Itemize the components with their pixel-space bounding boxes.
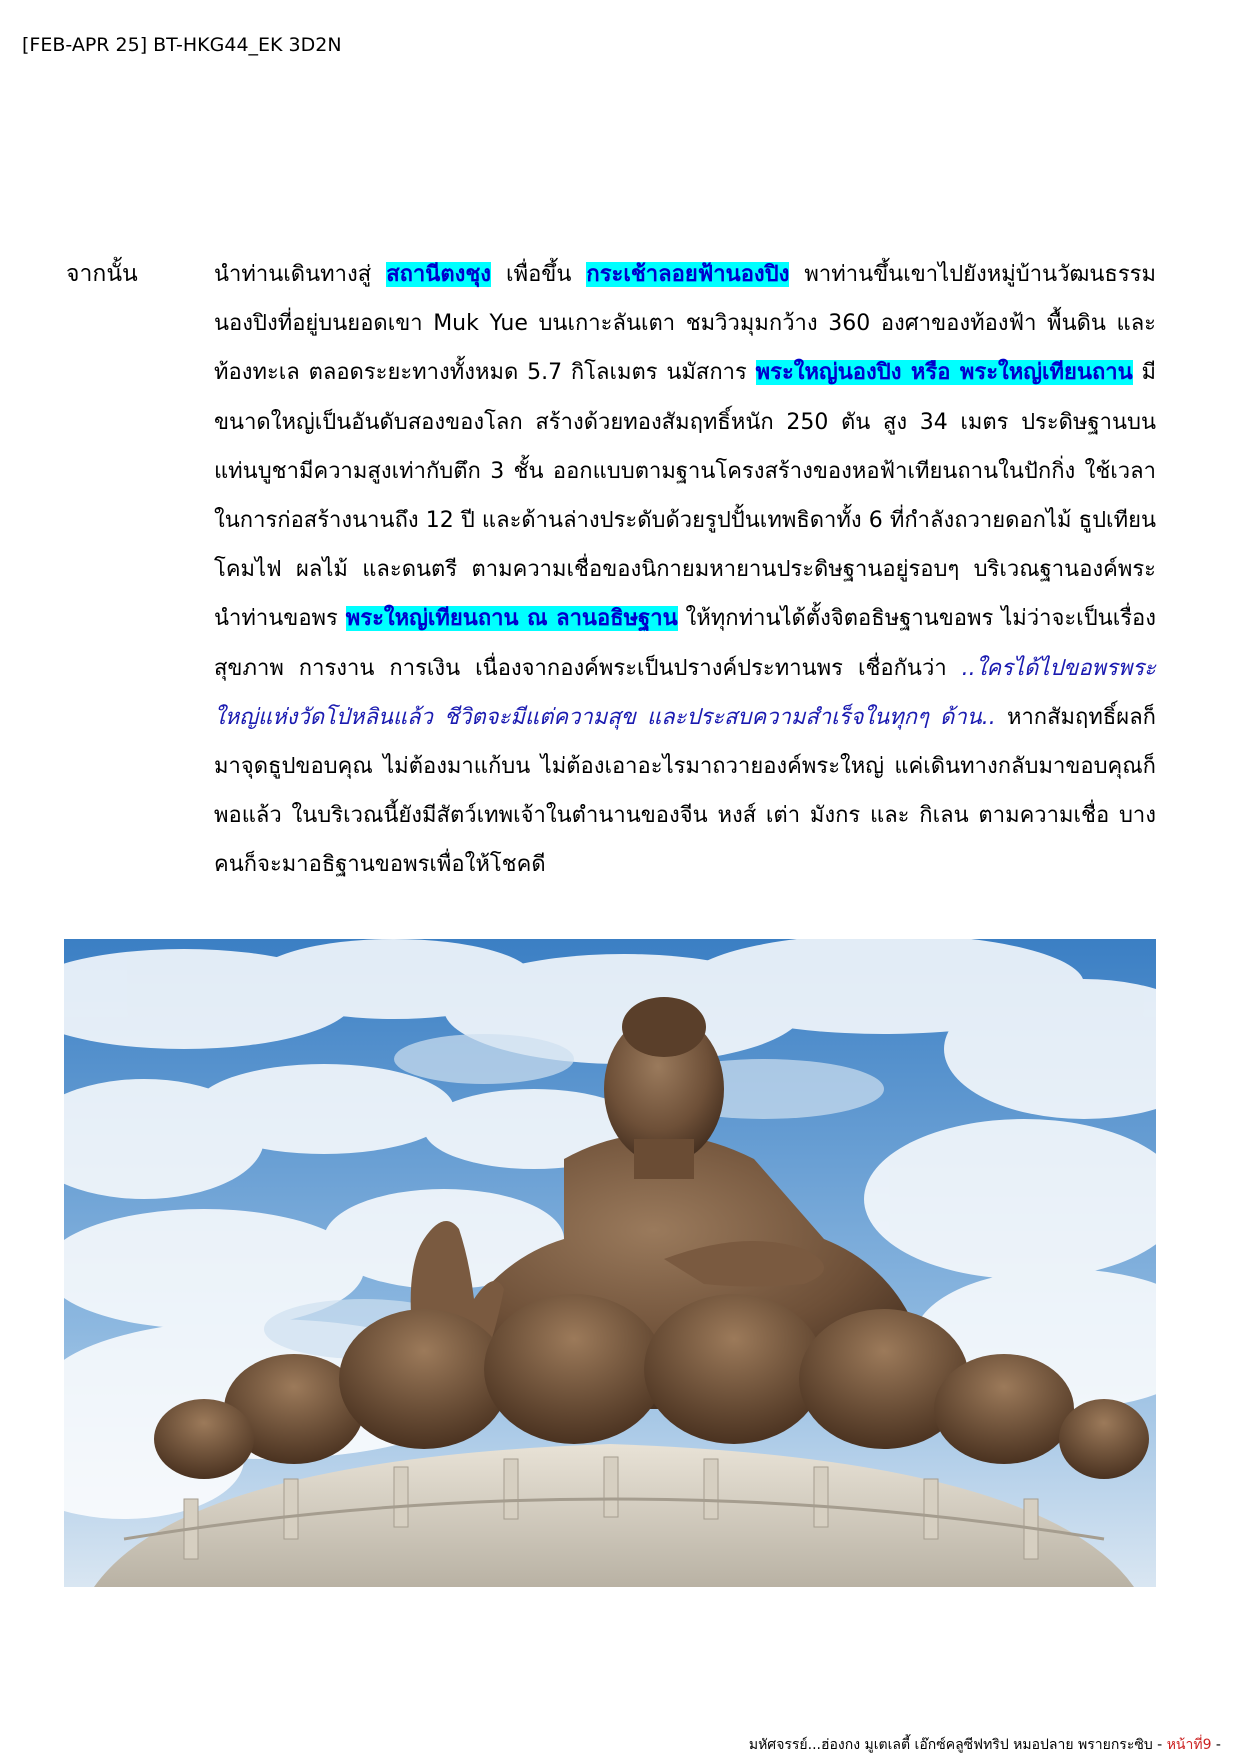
text-segment: เพื่อขึ้น bbox=[491, 262, 587, 287]
text-segment: มีขนาดใหญ่เป็นอันดับสองของโลก สร้างด้วยทองสัมฤทธิ์หนัก 250 ตัน สูง 34 เมตร ประดิษฐานบนแท่นบูชามีความสูงเท่ากับตึก 3 ชั้น ออกแบบตามฐานโครงสร้างของหอฟ้าเทียนถานในปักกิ่ง ใช้เวลาในการก่อสร้างนานถึง 12 ปี และด้านล่างประดับด้วยรูปปั้นเทพธิดาทั้ง 6 ที่กำลังถวายดอกไม้ ธูปเทียน โคมไฟ ผลไม้ และดนตรี ตามความเชื่อของนิกายมหายานประดิษฐานอยู่รอบๆ บริเวณฐานองค์พระ นำท่านขอพร bbox=[214, 360, 1156, 632]
document-code-header: [FEB-APR 25] BT-HKG44_EK 3D2N bbox=[22, 34, 342, 56]
footer-trailing: - bbox=[1211, 1737, 1221, 1753]
highlight-place-cable-car: กระเช้าลอยฟ้านองปิง bbox=[586, 262, 790, 287]
big-buddha-illustration bbox=[64, 939, 1156, 1587]
text-segment: พาท่านขึ้นเขาไปยังหมู่บ้านวัฒนธรรมนองปิงที่อยู่บนยอดเขา Muk Yue บนเกาะลันเตา ชมวิวมุมกว้าง 360 องศาของท้องฟ้า พื้นดิน และท้องทะเล ตลอดระยะทางทั้งหมด 5.7 กิโลเมตร นมัสการ bbox=[214, 262, 1156, 386]
footer-tagline: มหัศจรรย์...ฮ่องกง มูเตเลตี้ เอ๊กซ์คลูซีฟทริป หมอปลาย พรายกระซิบ bbox=[748, 1737, 1153, 1753]
text-segment: หากสัมฤทธิ์ผลก็มาจุดธูปขอบคุณ ไม่ต้องมาแก้บน ไม่ต้องเอาอะไรมาถวายองค์พระใหญ่ แค่เดินทางกลับมาขอบคุณก็พอแล้ว ในบริเวณนี้ยังมีสัตว์เทพเจ้าในตำนานของจีน หงส์ เต่า มังกร และ กิเลน ตามความเชื่อ บางคนก็จะมาอธิฐานขอพรเพื่อให้โชคดี bbox=[214, 704, 1157, 878]
section-body-text bbox=[214, 250, 1156, 890]
page-number: หน้าที่9 bbox=[1166, 1737, 1212, 1753]
blessing-quote: ..ใครได้ไปขอพรพระใหญ่แห่งวัดโป่หลินแล้ว ชีวิตจะมีแต่ความสุข และประสบความสำเร็จในทุกๆ ด้าน.. bbox=[214, 655, 1156, 730]
highlight-place-tung-chung: สถานีตงชุง bbox=[386, 262, 492, 287]
text-segment: นำท่านเดินทางสู่ bbox=[214, 262, 387, 287]
text-segment: ให้ทุกท่านได้ตั้งจิตอธิษฐานขอพร ไม่ว่าจะเป็นเรื่องสุขภาพ การงาน การเงิน เนื่องจากองค์พระเป็นปรางค์ประทานพร เชื่อกันว่า bbox=[214, 606, 1156, 681]
highlight-place-big-buddha: พระใหญ่นองปิง หรือ พระใหญ่เทียนถาน bbox=[755, 360, 1133, 386]
highlight-place-prayer-plaza: พระใหญ่เทียนถาน ณ ลานอธิษฐาน bbox=[345, 606, 678, 632]
big-buddha-photo bbox=[64, 939, 1156, 1587]
footer-separator: - bbox=[1152, 1737, 1167, 1753]
section-time-label: จากนั้น bbox=[66, 261, 138, 287]
page-footer bbox=[749, 1734, 1221, 1756]
